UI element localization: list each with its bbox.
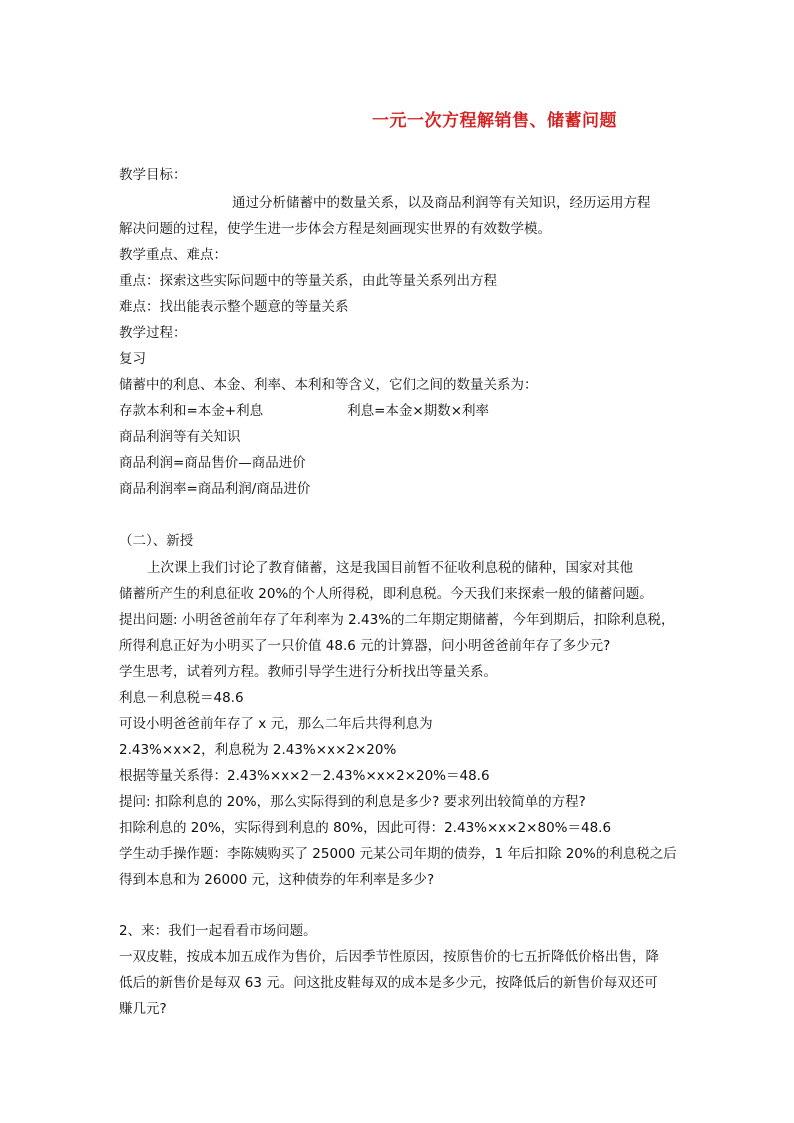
paragraph-line: 学生思考，试着列方程。教师引导学生进行分析找出等量关系。 [119, 664, 497, 680]
section-label-objectives: 教学目标： [119, 167, 187, 183]
paragraph-line: 储蓄中的利息、本金、利率、本利和等含义，它们之间的数量关系为： [119, 377, 538, 393]
formula-line [119, 402, 489, 420]
paragraph-line: 得到本息和为 26000 元，这种债券的年利率是多少? [119, 872, 435, 888]
paragraph-line: 解决问题的过程，使学生进一步体会方程是刻画现实世界的有效数学模。 [119, 221, 551, 237]
paragraph-line: 商品利润等有关知识 [119, 429, 241, 445]
equation-line: 根据等量关系得：2.43%×x×2－2.43%×x×2×20%＝48.6 [119, 768, 490, 784]
paragraph-line: 重点：探索这些实际问题中的等量关系，由此等量关系列出方程 [119, 273, 497, 289]
section-label-process: 教学过程： [119, 325, 187, 341]
paragraph-line: 提问: 扣除利息的 20%，那么实际得到的利息是多少? 要求列出较简单的方程? [119, 794, 586, 810]
formula-line: 商品利润=商品售价—商品进价 [119, 455, 306, 471]
section-label-new-lesson: （二）、新授 [119, 533, 194, 549]
paragraph-line: 难点：找出能表示整个题意的等量关系 [119, 299, 349, 315]
paragraph-line: 提出问题: 小明爸爸前年存了年利率为 2.43%的二年期定期储蓄，今年到期后，扣除利息税， [119, 612, 675, 628]
document-title: 一元一次方程解销售、储蓄问题 [372, 111, 617, 131]
paragraph-line: 低后的新售价是每双 63 元。问这批皮鞋每双的成本是多少元，按降低后的新售价每双还可 [119, 975, 658, 991]
subsection-label-review: 复习 [119, 351, 146, 367]
paragraph-line: 一双皮鞋，按成本加五成作为售价，后因季节性原因，按原售价的七五折降低价格出售，降 [119, 949, 659, 965]
equation-line: 2.43%×x×2，利息税为 2.43%×x×2×20% [119, 742, 397, 758]
paragraph-line: 学生动手操作题：李陈姨购买了 25000 元某公司年期的债券，1 年后扣除 20%的利息税之后 [119, 846, 677, 862]
paragraph-line: 赚几元? [119, 1001, 167, 1017]
paragraph-line: 可设小明爸爸前年存了 x 元，那么二年后共得利息为 [119, 716, 433, 732]
paragraph-line: 通过分析储蓄中的数量关系，以及商品利润等有关知识，经历运用方程 [232, 195, 651, 211]
equation-line: 扣除利息的 20%，实际得到利息的 80%，因此可得：2.43%×x×2×80%＝48.6 [119, 820, 612, 836]
section-label-key-points: 教学重点、难点： [119, 247, 227, 263]
formula-principal-interest: 存款本利和=本金+利息 [119, 403, 264, 419]
formula-interest: 利息=本金×期数×利率 [347, 403, 490, 419]
section-label-market: 2、来：我们一起看看市场问题。 [119, 923, 317, 939]
paragraph-line: 储蓄所产生的利息征收 20%的个人所得税，即利息税。今天我们来探索一般的储蓄问题。 [119, 586, 653, 602]
equation-line: 利息－利息税＝48.6 [119, 690, 244, 706]
paragraph-line: 所得利息正好为小明买了一只价值 48.6 元的计算器，问小明爸爸前年存了多少元? [119, 638, 611, 654]
formula-line: 商品利润率=商品利润/商品进价 [119, 481, 311, 497]
paragraph-line: 上次课上我们讨论了教育储蓄，这是我国目前暂不征收利息税的储种，国家对其他 [147, 560, 633, 576]
